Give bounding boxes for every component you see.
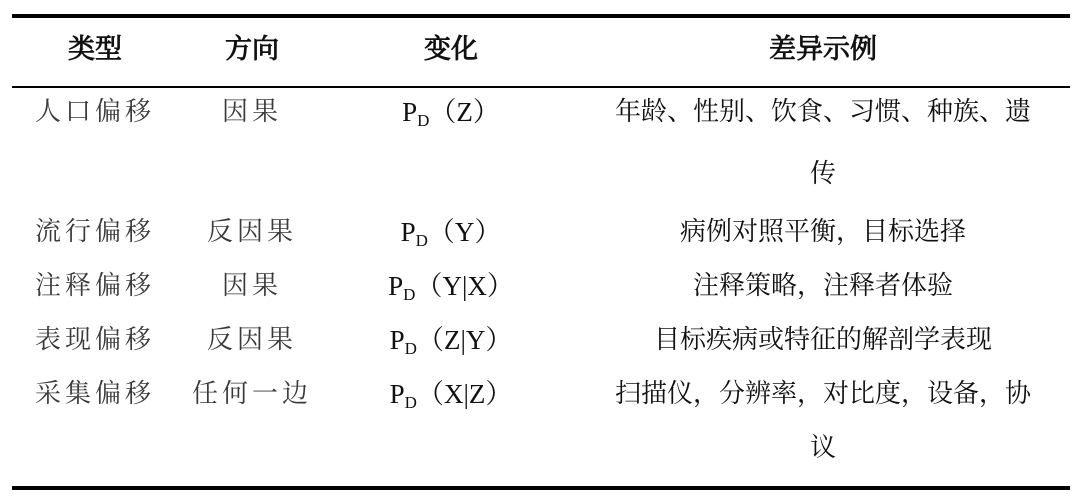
change-subscript: D	[415, 231, 428, 250]
row-change	[326, 214, 576, 259]
row-direction: 因果	[221, 271, 282, 301]
row-examples-line1: 病例对照平衡，目标选择	[679, 217, 966, 247]
change-argument: （X|Z）	[416, 379, 513, 409]
change-base: P	[389, 379, 405, 409]
change-subscript: D	[403, 285, 416, 304]
row-change	[326, 268, 576, 313]
row-change	[326, 376, 576, 421]
change-argument: （Y）	[427, 217, 502, 247]
header-direction: 方向	[225, 34, 279, 65]
bias-shift-table	[12, 14, 1070, 490]
change-subscript: D	[404, 393, 417, 412]
change-subscript: D	[417, 111, 430, 130]
row-type: 流行偏移	[34, 217, 155, 247]
table-row	[12, 268, 1070, 322]
row-change	[326, 94, 576, 139]
row-direction: 任何一边	[191, 379, 312, 409]
change-base: P	[402, 97, 418, 127]
row-direction: 反因果	[206, 325, 297, 355]
table-header-rule	[12, 86, 1070, 88]
change-base: P	[388, 271, 404, 301]
change-argument: （Z|Y）	[416, 325, 513, 355]
row-type: 注释偏移	[34, 271, 155, 301]
header-examples: 差异示例	[769, 34, 877, 65]
change-argument: （Y|X）	[415, 271, 514, 301]
row-change	[326, 322, 576, 367]
table-row	[12, 214, 1070, 268]
change-subscript: D	[404, 339, 417, 358]
row-examples-line1: 年龄、性别、饮食、习惯、种族、遗	[614, 97, 1031, 127]
row-examples-line1: 目标疾病或特征的解剖学表现	[653, 325, 992, 355]
row-examples-line2: 议	[809, 433, 836, 463]
table-header-row	[12, 18, 1070, 86]
change-base: P	[389, 325, 405, 355]
row-type: 表现偏移	[34, 325, 155, 355]
row-examples-line1: 扫描仪，分辨率，对比度，设备，协	[614, 379, 1031, 409]
row-type: 人口偏移	[34, 97, 155, 127]
table-row	[12, 94, 1070, 218]
row-type: 采集偏移	[34, 379, 155, 409]
row-direction: 因果	[221, 97, 282, 127]
change-base: P	[400, 217, 416, 247]
row-examples-line1: 注释策略，注释者体验	[692, 271, 953, 301]
table-row	[12, 322, 1070, 376]
header-type: 类型	[68, 34, 122, 65]
row-direction: 反因果	[206, 217, 297, 247]
change-argument: （Z）	[429, 97, 500, 127]
table-row	[12, 376, 1070, 486]
row-examples-line2: 传	[809, 159, 836, 189]
table-bottom-rule	[12, 486, 1070, 490]
header-change: 变化	[424, 34, 478, 65]
